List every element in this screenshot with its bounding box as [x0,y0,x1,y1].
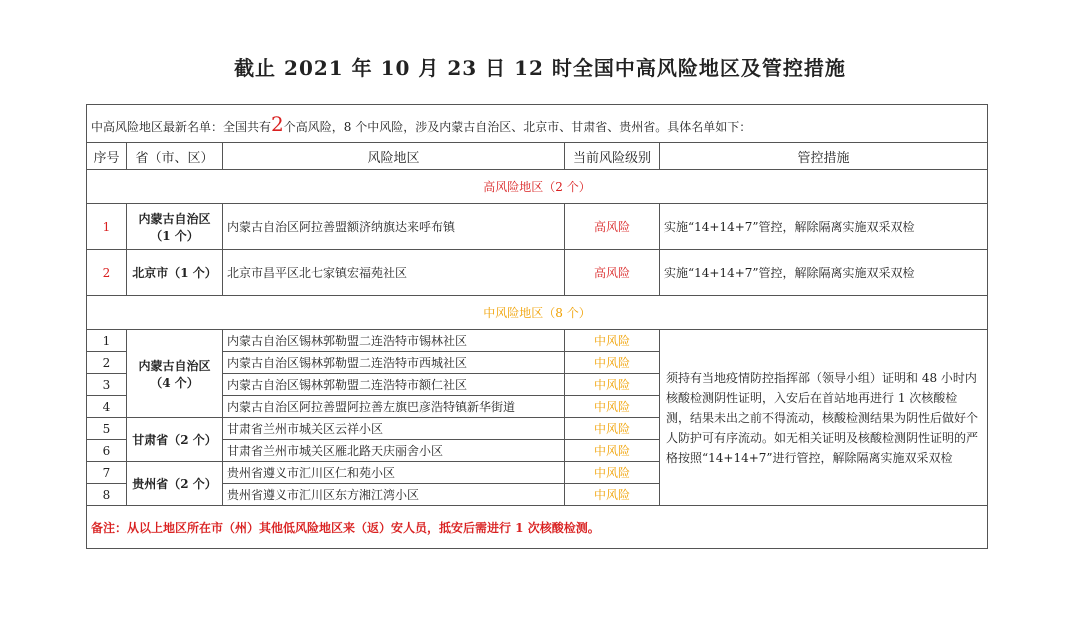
row-level: 中风险 [565,396,660,418]
row-area: 内蒙古自治区锡林郭勒盟二连浩特市西城社区 [223,352,565,374]
row-measure: 实施“14+14+7”管控，解除隔离实施双采双检 [660,204,988,250]
province-name: 内蒙古自治区 [138,358,211,373]
header-area: 风险地区 [223,143,565,170]
page-title: 截止 2021 年 10 月 23 日 12 时全国中高风险地区及管控措施 [234,56,846,80]
table-row [87,204,988,250]
row-no: 7 [87,462,127,484]
row-level: 中风险 [565,440,660,462]
table-row [87,250,988,296]
row-area: 贵州省遵义市汇川区仁和苑小区 [223,462,565,484]
summary-text [87,105,988,143]
row-area: 内蒙古自治区阿拉善盟额济纳旗达来呼布镇 [223,204,565,250]
row-measure: 实施“14+14+7”管控，解除隔离实施双采双检 [660,250,988,296]
summary-suffix: 个高风险，8 个中风险，涉及内蒙古自治区、北京市、甘肃省、贵州省。具体名单如下： [283,119,752,134]
risk-table [86,104,988,549]
header-province: 省（市、区） [127,143,223,170]
row-level: 高风险 [565,204,660,250]
province-name: 内蒙古自治区 [138,211,211,226]
row-area: 甘肃省兰州市城关区云祥小区 [223,418,565,440]
table-row [87,330,988,352]
row-level: 中风险 [565,330,660,352]
row-area: 甘肃省兰州市城关区雁北路天庆丽舍小区 [223,440,565,462]
row-level: 中风险 [565,462,660,484]
row-province [127,204,223,250]
row-no: 5 [87,418,127,440]
row-province: 贵州省（2 个） [127,462,223,506]
row-area: 内蒙古自治区锡林郭勒盟二连浩特市额仁社区 [223,374,565,396]
row-area: 内蒙古自治区锡林郭勒盟二连浩特市锡林社区 [223,330,565,352]
header-measure: 管控措施 [660,143,988,170]
note-row [87,506,988,549]
row-area: 贵州省遵义市汇川区东方湘江湾小区 [223,484,565,506]
row-level: 中风险 [565,484,660,506]
header-no: 序号 [87,143,127,170]
summary-prefix: 中高风险地区最新名单：全国共有 [91,119,272,134]
header-level: 当前风险级别 [565,143,660,170]
row-no: 8 [87,484,127,506]
high-section-row [87,170,988,204]
row-level: 高风险 [565,250,660,296]
row-province [127,330,223,418]
row-area: 内蒙古自治区阿拉善盟阿拉善左旗巴彦浩特镇新华街道 [223,396,565,418]
row-no: 1 [87,204,127,250]
row-level: 中风险 [565,352,660,374]
summary-high-count: 2 [271,111,284,136]
row-no: 6 [87,440,127,462]
row-no: 3 [87,374,127,396]
header-row [87,143,988,170]
mid-measure: 须持有当地疫情防控指挥部（领导小组）证明和 48 小时内核酸检测阴性证明，入安后在首站地再进行 1 次核酸检测，结果未出之前不得流动，核酸检测结果为阴性后做好个人防护可有序流动。如无相关证明及核酸检测阴性证明的严格按照“14+14+7”进行管控，解除隔离实施双采双检 [660,330,988,506]
mid-section-row [87,296,988,330]
summary-row [87,105,988,143]
row-no: 1 [87,330,127,352]
province-count: （1 个） [150,228,199,243]
province-count: （4 个） [150,375,199,390]
high-section-title: 高风险地区（2 个） [87,170,988,204]
row-no: 2 [87,352,127,374]
note-text: 备注：从以上地区所在市（州）其他低风险地区来（返）安人员，抵安后需进行 1 次核酸检测。 [87,506,988,549]
row-area: 北京市昌平区北七家镇宏福苑社区 [223,250,565,296]
row-no: 2 [87,250,127,296]
row-no: 4 [87,396,127,418]
row-level: 中风险 [565,418,660,440]
row-province: 甘肃省（2 个） [127,418,223,462]
row-province: 北京市（1 个） [127,250,223,296]
mid-section-title: 中风险地区（8 个） [87,296,988,330]
row-level: 中风险 [565,374,660,396]
